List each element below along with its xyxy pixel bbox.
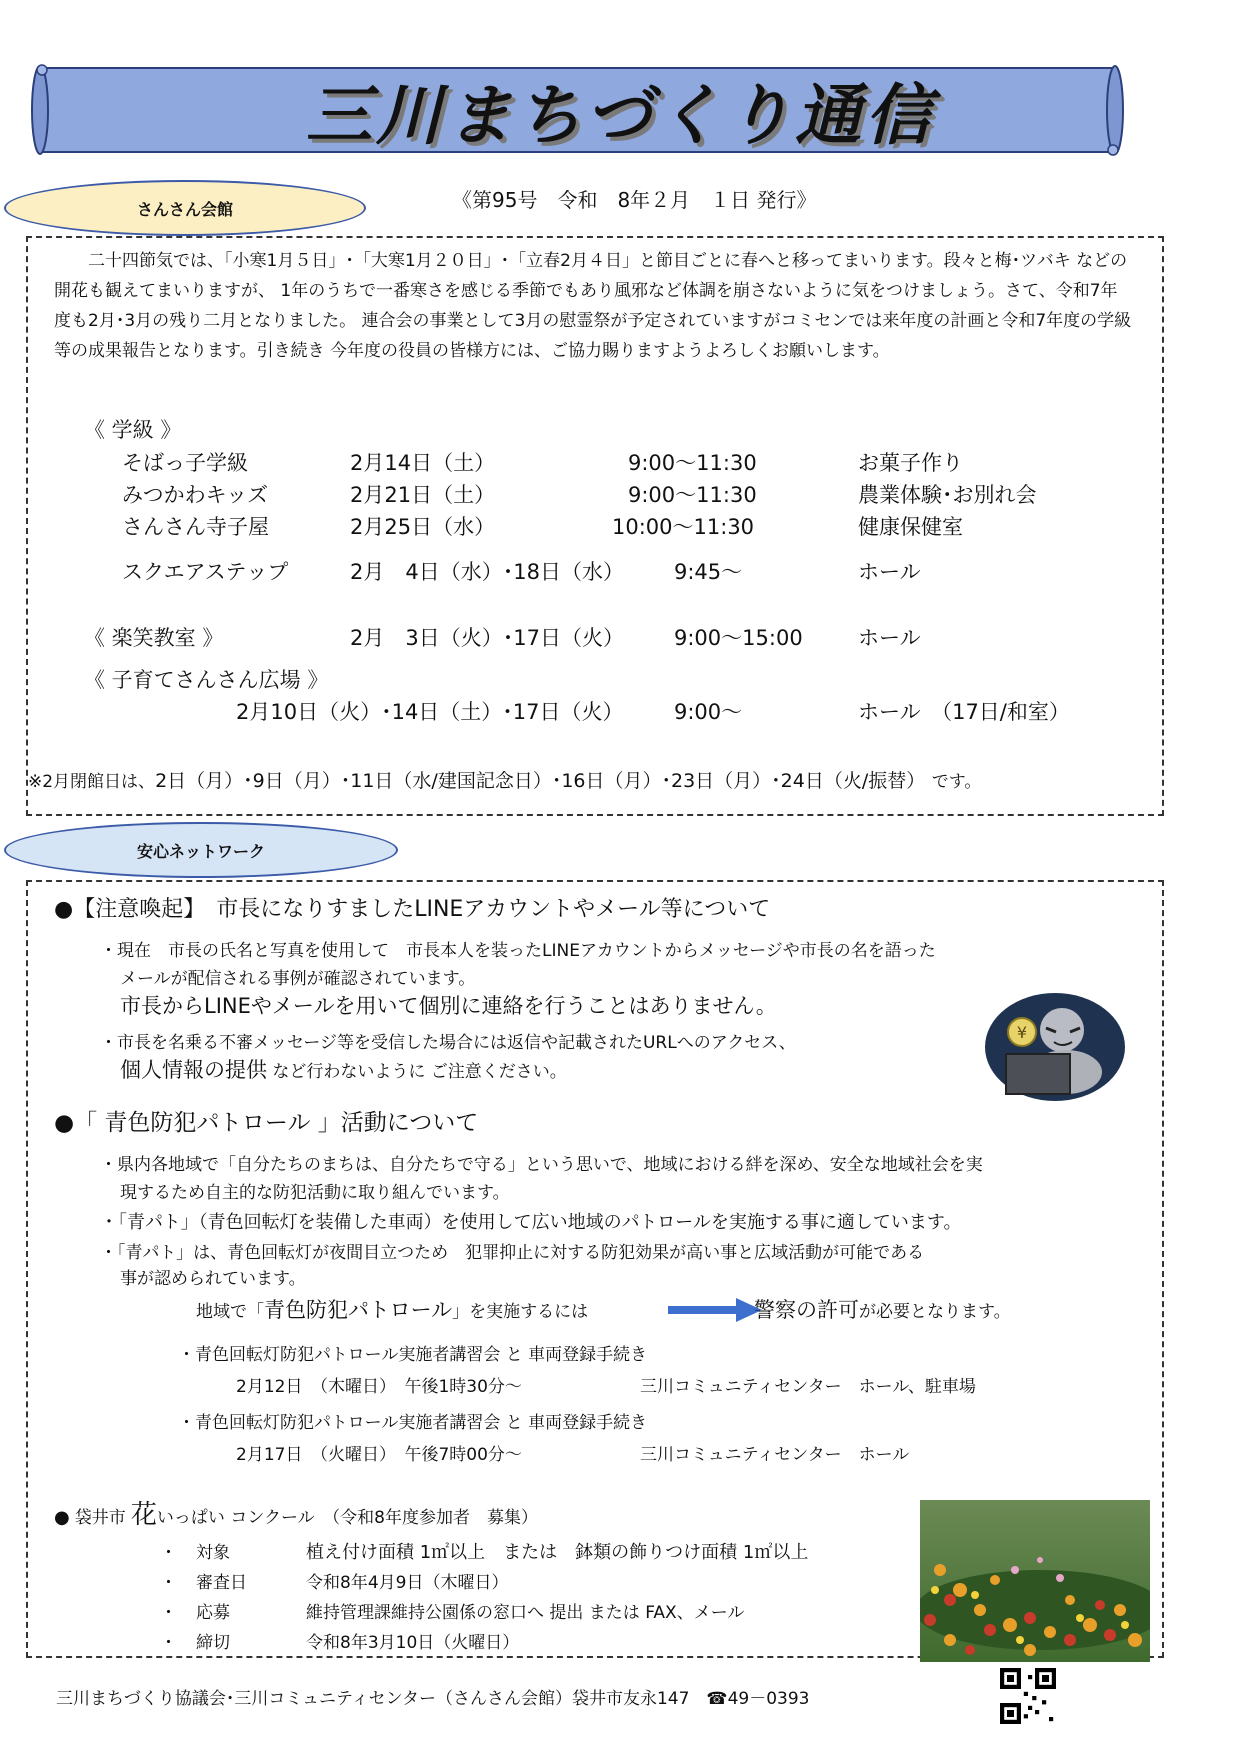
patrol-text: ・県内各地域で「自分たちのまちは、自分たちで守る」という思いで、地域における絆を深め、安全な地域社会を実 xyxy=(100,1155,983,1175)
rakusho-name: 《 楽笑教室 》 xyxy=(84,626,224,650)
schedule-name: さんさん寺子屋 xyxy=(122,515,269,539)
alert-text: など行わないように ご注意ください。 xyxy=(267,1062,567,1082)
schedule-date: 2月14日（土） xyxy=(350,451,496,475)
permit-text: 」を実施するには xyxy=(452,1302,589,1322)
gakkyu-heading: 《 学級 》 xyxy=(84,418,182,442)
course-place: 三川コミュニティセンター ホール xyxy=(640,1445,910,1465)
course-date: 2月12日 （木曜日） 午後1時30分～ xyxy=(236,1377,522,1397)
square-step-note: ホール xyxy=(858,560,921,584)
kosodate-note: ホール （17日/和室） xyxy=(858,700,1070,724)
detail-key: 締切 xyxy=(196,1633,230,1653)
detail-bullet: ・ xyxy=(160,1573,177,1593)
permit-text: が必要となります。 xyxy=(859,1302,1011,1322)
square-step-date: 2月 4日（水）･18日（水） xyxy=(350,560,624,584)
flower-bed-photo xyxy=(920,1500,1150,1662)
patrol-text: 事が認められています。 xyxy=(120,1269,306,1289)
detail-bullet: ・ xyxy=(160,1633,177,1653)
schedule-date: 2月25日（水） xyxy=(350,515,496,539)
contest-title: いっぱい コンクール （令和8年度参加者 募集） xyxy=(156,1508,538,1528)
permit-text: 地域で「 xyxy=(196,1302,264,1322)
course-title: ・青色回転灯防犯パトロール実施者講習会 と 車両登録手続き xyxy=(178,1413,648,1433)
alert-text: ・市長を名乗る不審メッセージ等を受信した場合には返信や記載されたURLへのアクセス、 xyxy=(100,1033,796,1053)
course-title: ・青色回転灯防犯パトロール実施者講習会 と 車両登録手続き xyxy=(178,1345,648,1365)
detail-key: 審査日 xyxy=(196,1573,247,1593)
patrol-heading: ●「 青色防犯パトロール 」活動について xyxy=(54,1110,479,1136)
schedule-date: 2月21日（土） xyxy=(350,483,496,507)
rakusho-note: ホール xyxy=(858,626,921,650)
schedule-note: 健康保健室 xyxy=(858,515,963,539)
rakusho-time: 9:00～15:00 xyxy=(674,626,803,650)
schedule-name: そばっ子学級 xyxy=(122,451,248,475)
detail-bullet: ・ xyxy=(160,1603,177,1623)
schedule-note: 農業体験･お別れ会 xyxy=(858,483,1037,507)
permit-emphasis: 青色防犯パトロール xyxy=(264,1298,453,1322)
patrol-text: ・「青パト」（青色回転灯を装備した車両）を使用して広い地域のパトロールを実施する事に適しています。 xyxy=(100,1212,962,1233)
detail-value: 令和8年4月9日（木曜日） xyxy=(306,1573,509,1593)
schedule-note: お菓子作り xyxy=(858,451,963,475)
section-label-anshin: 安心ネットワーク xyxy=(4,822,398,878)
kosodate-time: 9:00～ xyxy=(674,700,743,724)
detail-bullet: ・ xyxy=(160,1543,177,1563)
alert-emphasis: 市長からLINEやメールを用いて個別に連絡を行うことはありません。 xyxy=(120,994,777,1018)
flower-contest-heading xyxy=(54,1494,538,1531)
alert-text: メールが配信される事例が確認されています。 xyxy=(120,969,476,989)
detail-value: 維持管理課維持公園係の窓口へ 提出 または FAX、メール xyxy=(306,1603,745,1623)
square-step-name: スクエアステップ xyxy=(122,560,289,584)
schedule-time: 9:00～11:30 xyxy=(628,483,757,507)
detail-key: 対象 xyxy=(196,1543,230,1563)
schedule-time: 10:00～11:30 xyxy=(612,515,755,539)
square-step-time: 9:45～ xyxy=(674,560,743,584)
alert-text: ・現在 市長の氏名と写真を使用して 市長本人を装ったLINEアカウントからメッセージや市長の名を語った xyxy=(100,941,936,961)
permit-emphasis: 警察の許可 xyxy=(754,1298,859,1322)
qr-code-icon[interactable] xyxy=(1000,1668,1056,1724)
patrol-text: 現するため自主的な防犯活動に取り組んでいます。 xyxy=(120,1183,510,1203)
detail-value: 植え付け面積 1㎡以上 または 鉢類の飾りつけ面積 1㎡以上 xyxy=(306,1542,809,1563)
arrow-right-icon xyxy=(668,1298,762,1322)
permit-line xyxy=(196,1294,588,1324)
course-date: 2月17日 （火曜日） 午後7時00分～ xyxy=(236,1445,522,1465)
schedule-time: 9:00～11:30 xyxy=(628,451,757,475)
closed-prefix: ※2月閉館日は、 xyxy=(28,772,156,792)
closed-suffix: です。 xyxy=(931,772,982,792)
section-label-sansan: さんさん会館 xyxy=(4,180,366,236)
rakusho-date: 2月 3日（火）･17日（火） xyxy=(350,626,624,650)
alert-emphasis: 個人情報の提供 xyxy=(120,1058,267,1082)
alert-heading: ●【注意喚起】 市長になりすましたLINEアカウントやメール等について xyxy=(54,897,771,922)
patrol-text: ・「青パト」は、青色回転灯が夜間目立つため 犯罪抑止に対する防犯効果が高い事と広域活動が可能である xyxy=(100,1243,925,1263)
footer-contact: 三川まちづくり協議会･三川コミュニティセンター（さんさん会館）袋井市友永147 ☎49－0393 xyxy=(56,1689,810,1709)
scammer-illustration-icon xyxy=(984,992,1126,1102)
alert-line xyxy=(120,1054,567,1084)
course-place: 三川コミュニティセンター ホール、駐車場 xyxy=(640,1377,976,1397)
contest-city: 袋井市 xyxy=(74,1508,126,1528)
closed-dates: 2日（月）･9日（月）･11日（水/建国記念日）･16日（月）･23日（月）･24日（火/振替） xyxy=(155,770,916,792)
permit-result xyxy=(754,1294,1011,1324)
kosodate-name: 《 子育てさんさん広場 》 xyxy=(84,668,329,692)
closed-days xyxy=(28,766,981,793)
detail-key: 応募 xyxy=(196,1603,230,1623)
detail-value: 令和8年3月10日（火曜日） xyxy=(306,1633,520,1653)
schedule-name: みつかわキッズ xyxy=(122,483,269,507)
svg-text:¥: ¥ xyxy=(1016,1023,1028,1042)
newsletter-title: 三川まちづくり通信 xyxy=(305,77,936,154)
intro-paragraph: 二十四節気では、「小寒1月５日」･「大寒1月２０日」･「立春2月４日」と節目ごとに春へと移ってまいります。段々と梅･ツバキ などの開花も観えてまいりますが、 1年のうちで一番寒さを感じる季節でもあり風邪など体調を崩さないように気をつけましょう。さて、令和7年度も2月･3月の残り二月となりました。 連合会の事業として3月の慰霊祭が予定されていますがコミセンでは来年度の計画と令和7年度の学級等の成果報告となります。引き続き 今年度の役員の皆様方には、ご協力賜りますようよろしくお願いします。 xyxy=(54,251,1132,361)
issue-info: 《第95号 令和 8年２月 １日 発行》 xyxy=(452,188,817,212)
bullet: ● xyxy=(54,1507,70,1528)
contest-flower: 花 xyxy=(130,1500,157,1530)
kosodate-date: 2月10日（火）･14日（土）･17日（火） xyxy=(236,700,624,724)
